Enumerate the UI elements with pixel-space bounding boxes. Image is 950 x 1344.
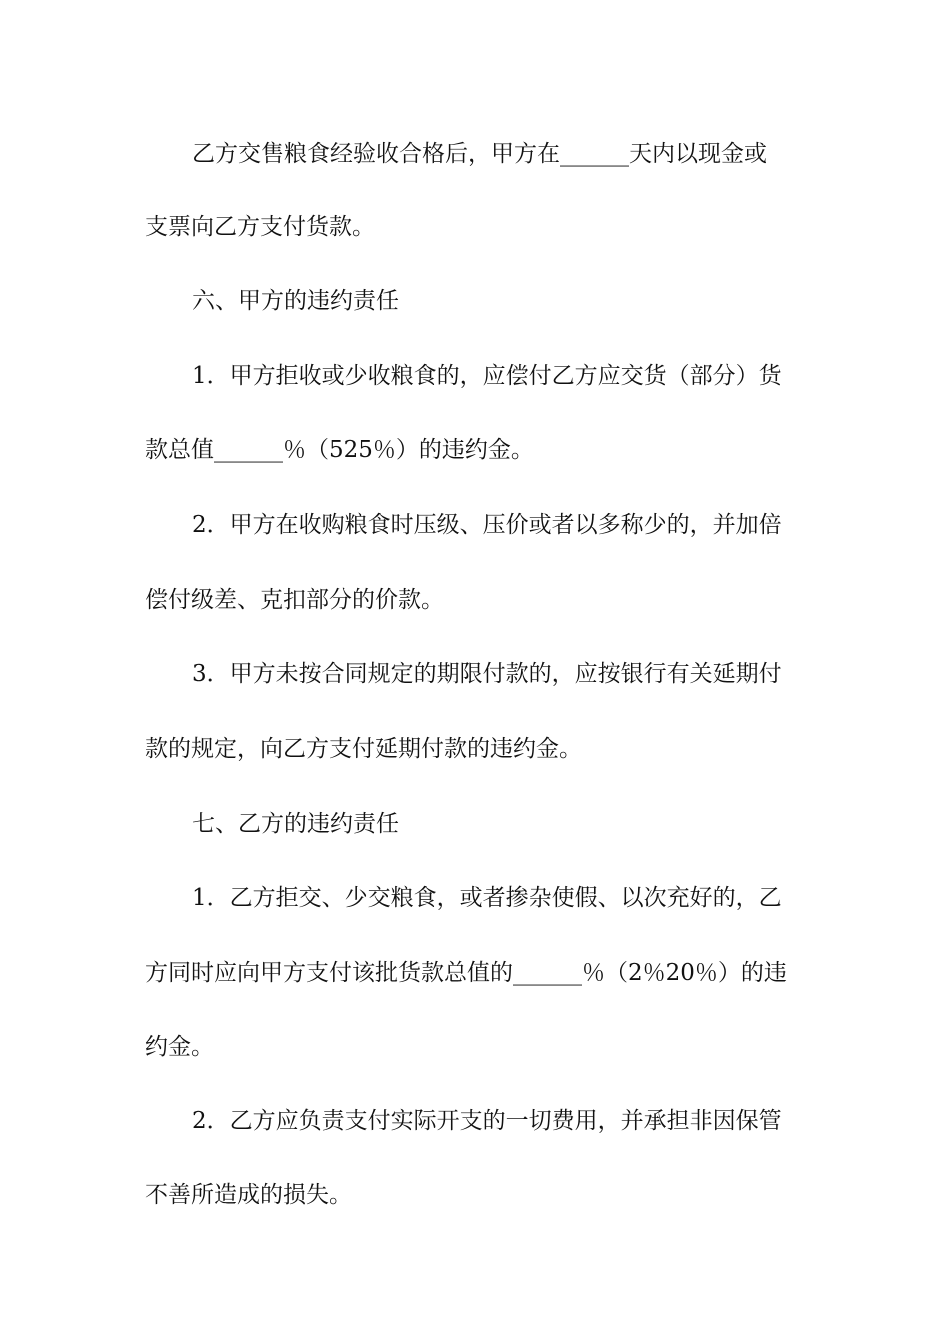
text-line: 3．甲方未按合同规定的期限付款的，应按银行有关延期付 <box>192 661 782 687</box>
text-line: 乙方交售粮食经验收合格后，甲方在______天内以现金或 <box>192 141 767 167</box>
text-line: 款总值______％（525％）的违约金。 <box>145 437 534 463</box>
text-line: 2．甲方在收购粮食时压级、压价或者以多称少的，并加倍 <box>192 512 782 538</box>
text-line: 1．乙方拒交、少交粮食，或者掺杂使假、以次充好的，乙 <box>192 885 782 911</box>
text-line: 2．乙方应负责支付实际开支的一切费用，并承担非因保管 <box>192 1108 782 1134</box>
text-line: 方同时应向甲方支付该批货款总值的______％（2％20％）的违 <box>145 960 787 986</box>
text-line: 约金。 <box>145 1034 214 1060</box>
text-line: 不善所造成的损失。 <box>145 1182 352 1208</box>
text-line: 1．甲方拒收或少收粮食的，应偿付乙方应交货（部分）货 <box>192 363 782 389</box>
text-line: 款的规定，向乙方支付延期付款的违约金。 <box>145 736 582 762</box>
text-line: 偿付级差、克扣部分的价款。 <box>145 587 444 613</box>
text-line: 支票向乙方支付货款。 <box>145 214 375 240</box>
section-heading: 七、乙方的违约责任 <box>192 811 399 837</box>
section-heading: 六、甲方的违约责任 <box>192 288 399 314</box>
